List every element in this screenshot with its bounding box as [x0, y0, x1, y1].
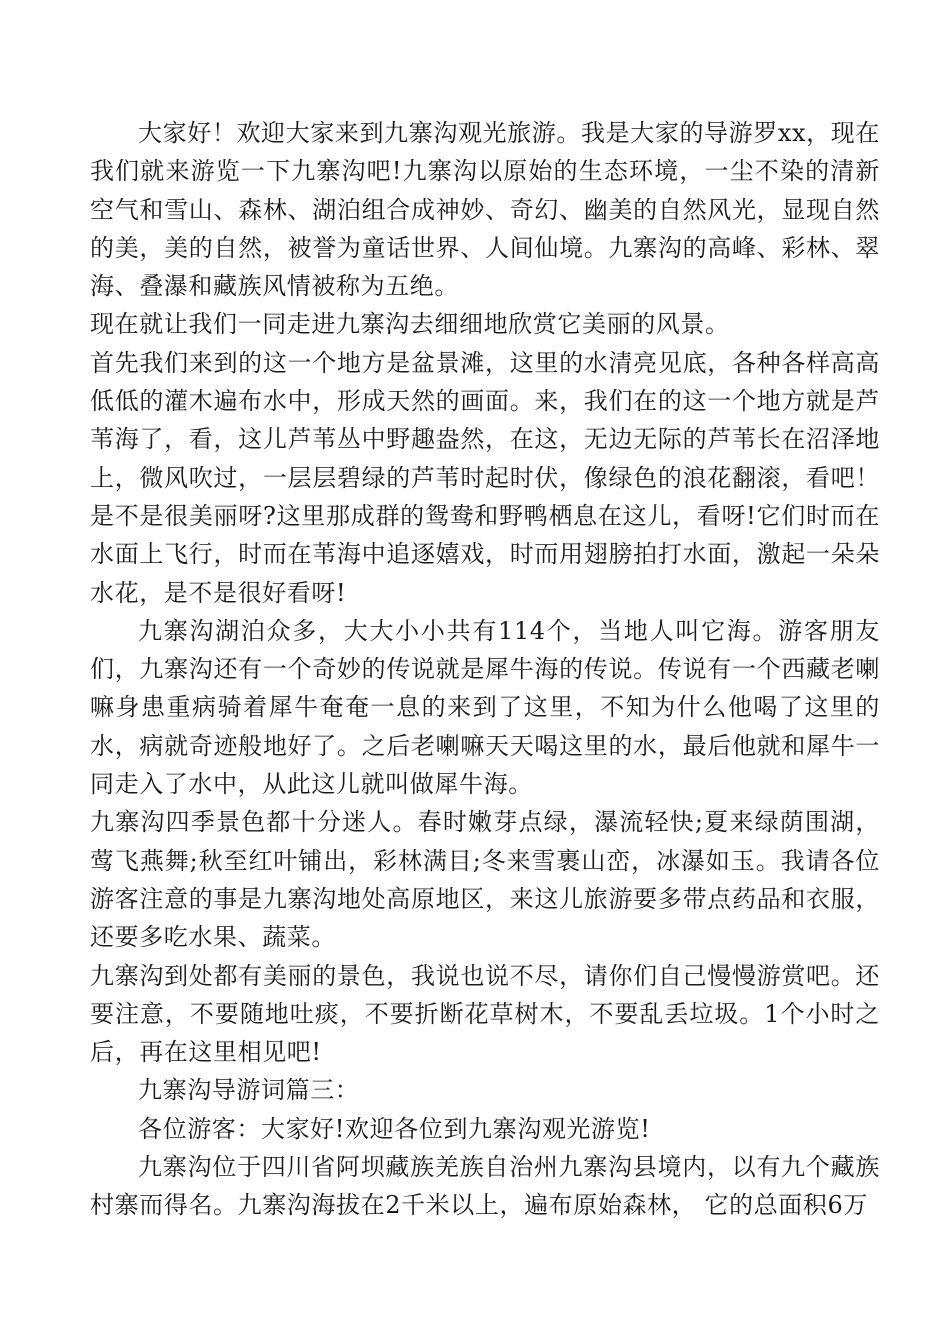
paragraph-seasons: 九寨沟四季景色都十分迷人。春时嫩芽点绿，瀑流轻快;夏来绿荫围湖，莺飞燕舞;秋至红叶铺出，彩林满目;冬来雪裹山峦，冰瀑如玉。我请各位游客注意的事是九寨沟地处高原地区，来这儿旅游要多带点药品和衣服，还要多吃水果、蔬菜。	[90, 808, 880, 952]
paragraph-rhino-sea: 九寨沟湖泊众多，大大小小共有114个，当地人叫它海。游客朋友们，九寨沟还有一个奇妙的传说就是犀牛海的传说。传说有一个西藏老喇嘛身患重病骑着犀牛奄奄一息的来到了这里，不知为什么他喝了这里的水，病就奇迹般地好了。之后老喇嘛天天喝这里的水，最后他就和犀牛一同走入了水中，从此这儿就叫做犀牛海。	[90, 616, 880, 799]
paragraph-reed-sea: 首先我们来到的这一个地方是盆景滩，这里的水清亮见底，各种各样高高低低的灌木遍布水中，形成天然的画面。来，我们在的这一个地方就是芦苇海了，看，这儿芦苇丛中野趣盎然，在这，无边无际的芦苇长在沼泽地上，微风吹过，一层层碧绿的芦苇时起时伏，像绿色的浪花翻滚，看吧！是不是很美丽呀?这里那成群的鸳鸯和野鸭栖息在这儿，看呀!它们时而在水面上飞行，时而在苇海中追逐嬉戏，时而用翅膀拍打水面，激起一朵朵水花，是不是很好看呀!	[90, 348, 880, 607]
paragraph-location: 九寨沟位于四川省阿坝藏族羌族自治州九寨沟县境内，以有九个藏族村寨而得名。九寨沟海拔在2千米以上，遍布原始森林， 它的总面积6万	[90, 1153, 880, 1220]
paragraph-greeting: 各位游客：大家好!欢迎各位到九寨沟观光游览!	[138, 1114, 651, 1143]
paragraph-intro: 大家好！欢迎大家来到九寨沟观光旅游。我是大家的导游罗xx，现在我们就来游览一下九寨沟吧!九寨沟以原始的生态环境，一尘不染的清新空气和雪山、森林、湖泊组合成神妙、奇幻、幽美的自然风光，显现自然的美，美的自然，被誉为童话世界、人间仙境。九寨沟的高峰、彩林、翠海、叠瀑和藏族风情被称为五绝。	[90, 119, 880, 301]
paragraph-invitation: 现在就让我们一同走进九寨沟去细细地欣赏它美丽的风景。	[90, 310, 730, 339]
document-body	[90, 114, 880, 1225]
section-heading: 九寨沟导游词篇三：	[138, 1076, 360, 1105]
paragraph-farewell: 九寨沟到处都有美丽的景色，我说也说不尽，请你们自己慢慢游赏吧。还要注意，不要随地吐痰，不要折断花草树木，不要乱丢垃圾。1个小时之后，再在这里相见吧!	[90, 961, 880, 1067]
